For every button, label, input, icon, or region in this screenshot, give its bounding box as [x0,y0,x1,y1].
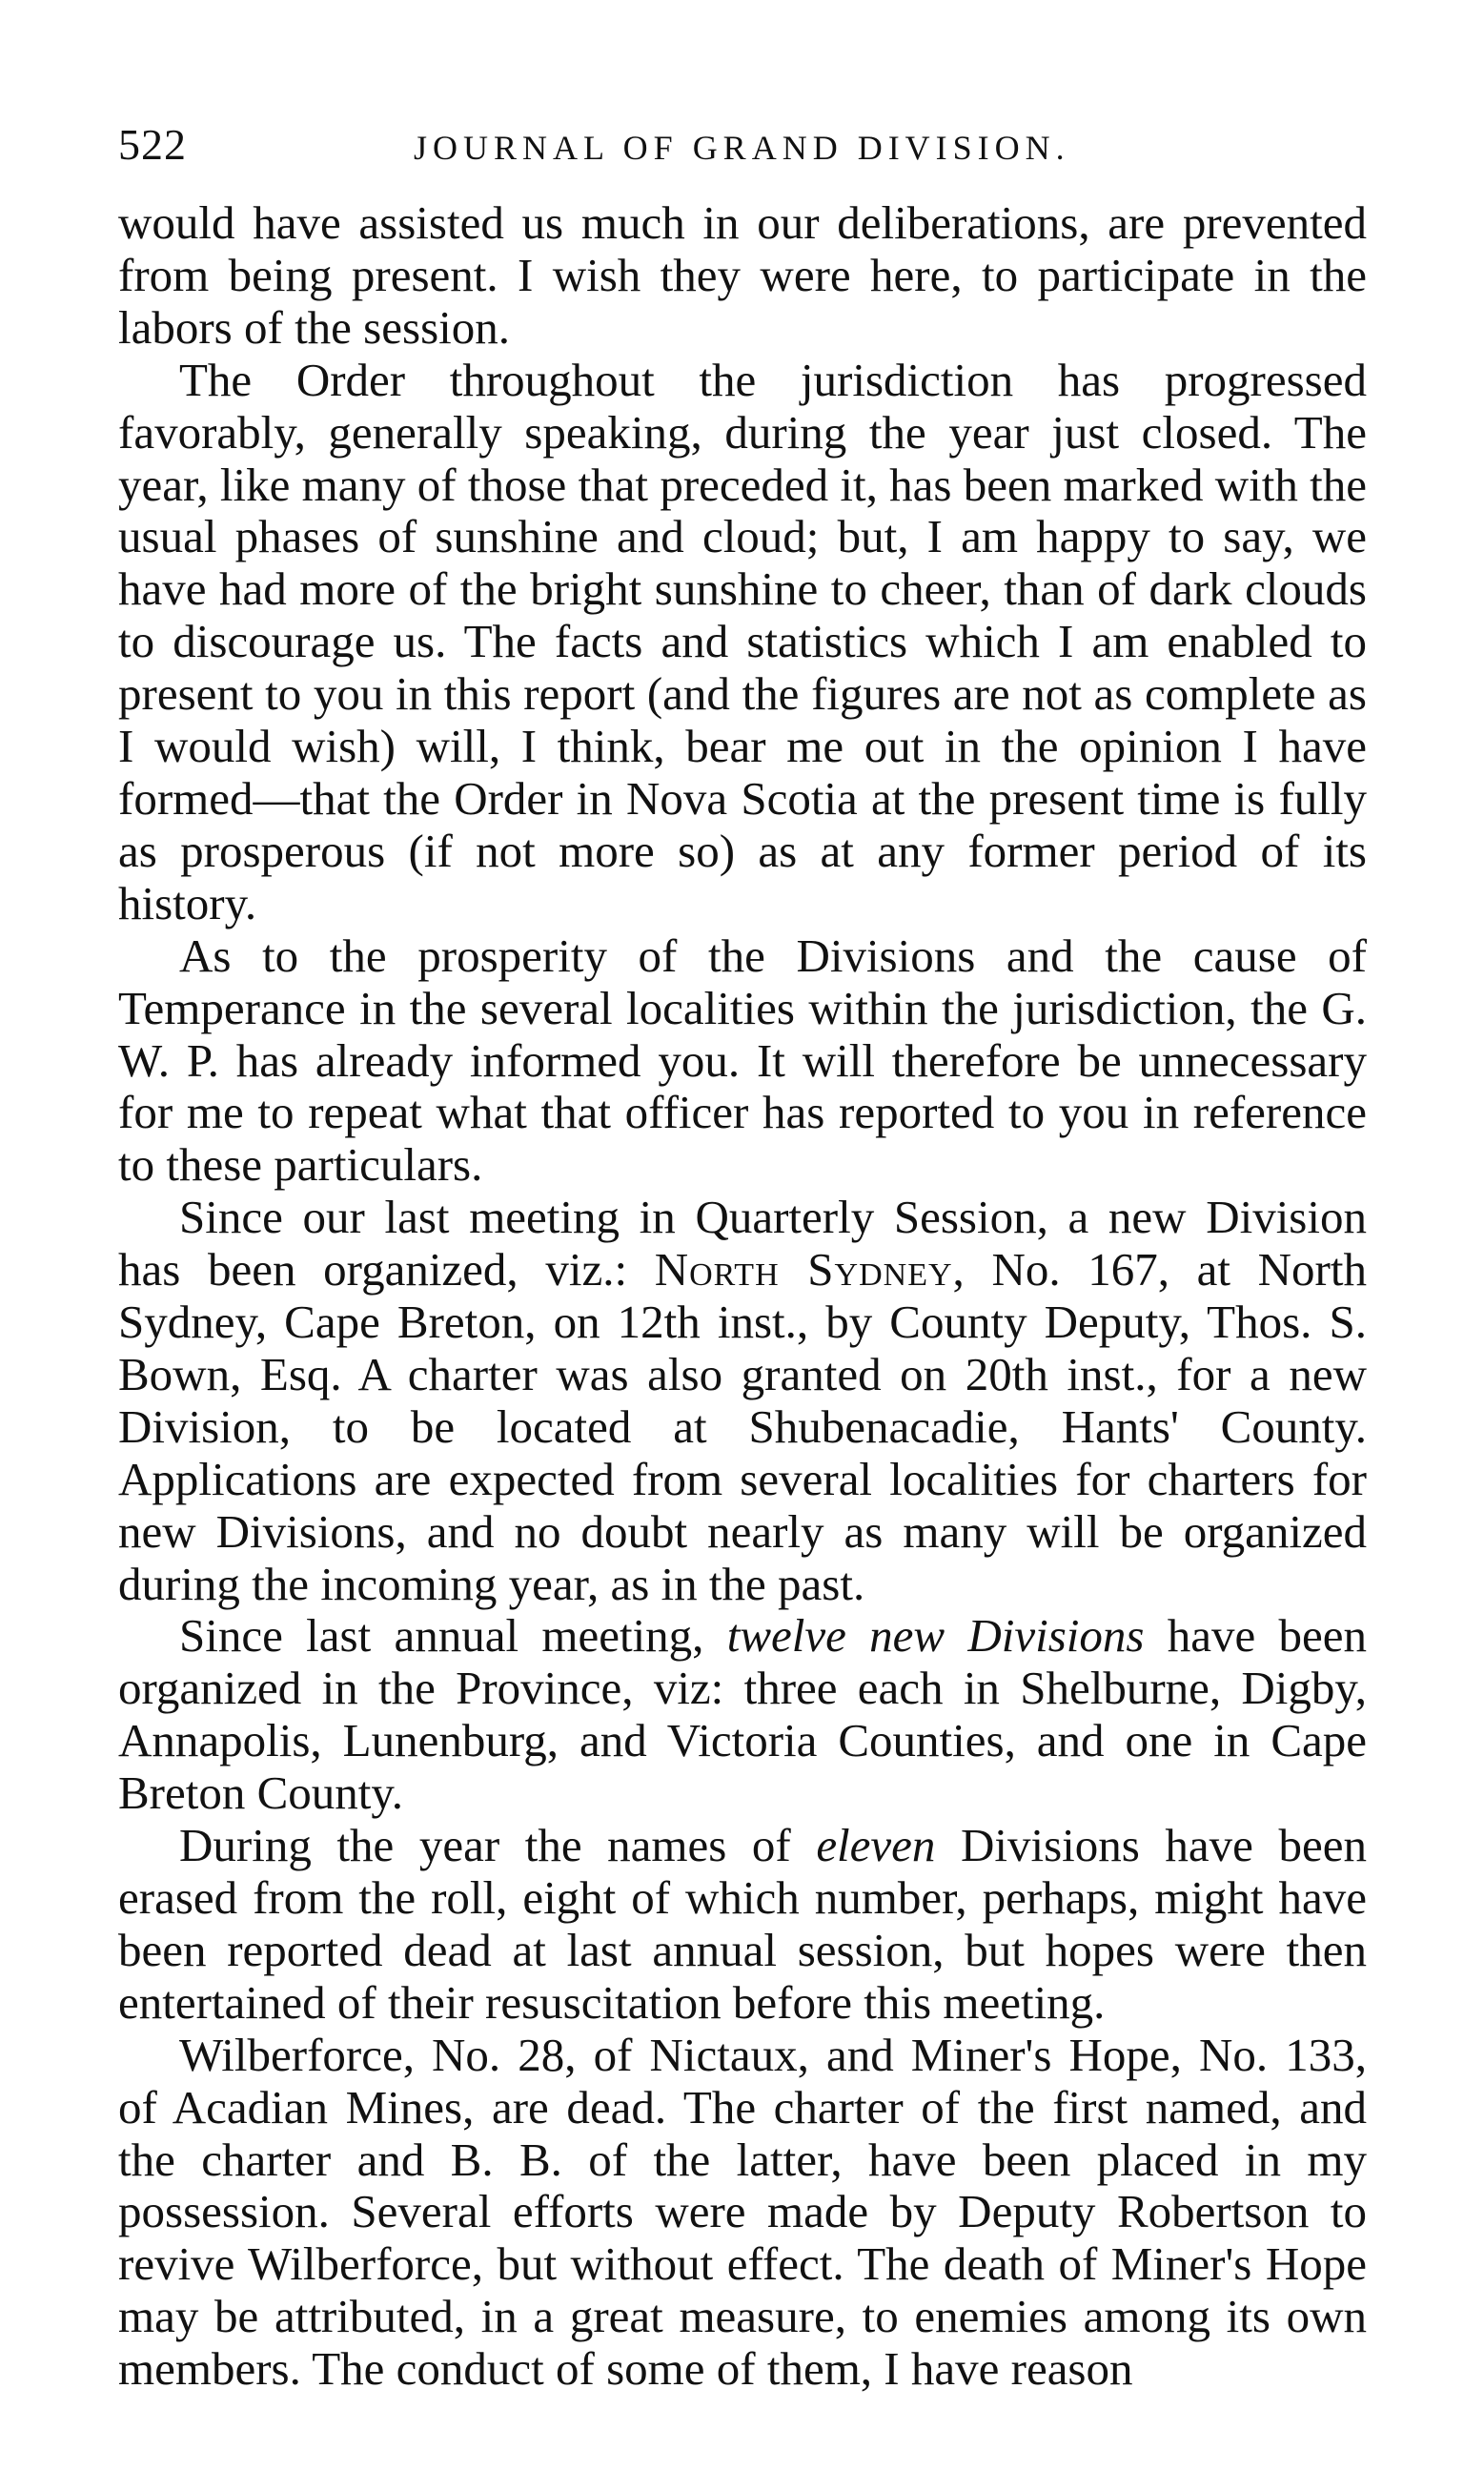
paragraph-6-part-b: Divisions have been erased from the roll, eight of which number, perhaps, might have been reported dead at last annual session, but hopes were then entertained of their resuscitation before this meeting. [118,1819,1368,2029]
page-header [118,119,1367,176]
document-page [118,119,1367,2396]
paragraph-4-part-a: Since our last meeting in Quarterly Session, a new Division has been organized, viz.: [118,1191,1367,1297]
paragraph-3: As to the prosperity of the Divisions and the cause of Temperance in the several localities within the jurisdiction, the G. W. P. has already informed you. It will therefore be unnecessary for me to repeat what that officer has reported to you in reference to these particulars. [118,929,1367,1192]
paragraph-6 [118,1820,1367,2030]
paragraph-5-part-a: Since last annual meeting, [179,1609,727,1663]
page-number: 522 [118,120,187,169]
paragraph-4 [118,1192,1367,1610]
paragraph-6-emphasis: eleven [816,1819,936,1872]
paragraph-5-emphasis: twelve new Divisions [726,1609,1145,1663]
paragraph-2: The Order throughout the jurisdiction has progressed favorably, generally speaking, during the year just closed. The year, like many of those that preceded it, has been marked with the usual phases of sunshine and cloud; but, I am happy to say, we have had more of the bright sunshine to cheer, than of dark clouds to discourage us. The facts and statistics which I am enabled to present to you in this report (and the figures are not as complete as I would wish) will, I think, bear me out in the opinion I have formed—that the Order in Nova Scotia at the present time is fully as prosperous (if not more so) as at any former period of its history. [118,353,1367,929]
division-name-small-caps: North Sydney [654,1243,953,1297]
paragraph-1: would have assisted us much in our deliberations, are prevented from being present. I wish they were here, to participate in the labors of the session. [118,196,1367,354]
paragraph-5 [118,1610,1367,1820]
paragraph-7: Wilberforce, No. 28, of Nictaux, and Miner's Hope, No. 133, of Acadian Mines, are dead. The charter of the first named, and the charter and B. B. of the latter, have been placed in my possession. Several efforts were made by Deputy Robertson to revive Wilberforce, but without effect. The death of Miner's Hope may be attributed, in a great measure, to enemies among its own members. The conduct of some of them, I have reason [118,2028,1367,2396]
paragraph-4-part-b: , No. 167, at North Sydney, Cape Breton, on 12th inst., by County Deputy, Thos. S. Bown, Esq. A charter was also granted on 20th inst., for a new Division, to be located at Shubenacadie, Hants' County. Applications are expected from several localities for charters for new Divisions, and no doubt nearly as many will be organized during the incoming year, as in the past. [118,1243,1367,1610]
paragraph-6-part-a: During the year the names of [179,1819,817,1872]
paragraph-5-part-b: have been organized in the Province, viz: three each in Shelburne, Digby, Annapolis, Lunenburg, and Victoria Counties, and one in Cape Breton County. [118,1609,1367,1820]
running-title: JOURNAL OF GRAND DIVISION. [414,129,1070,167]
body-text [118,197,1367,2396]
